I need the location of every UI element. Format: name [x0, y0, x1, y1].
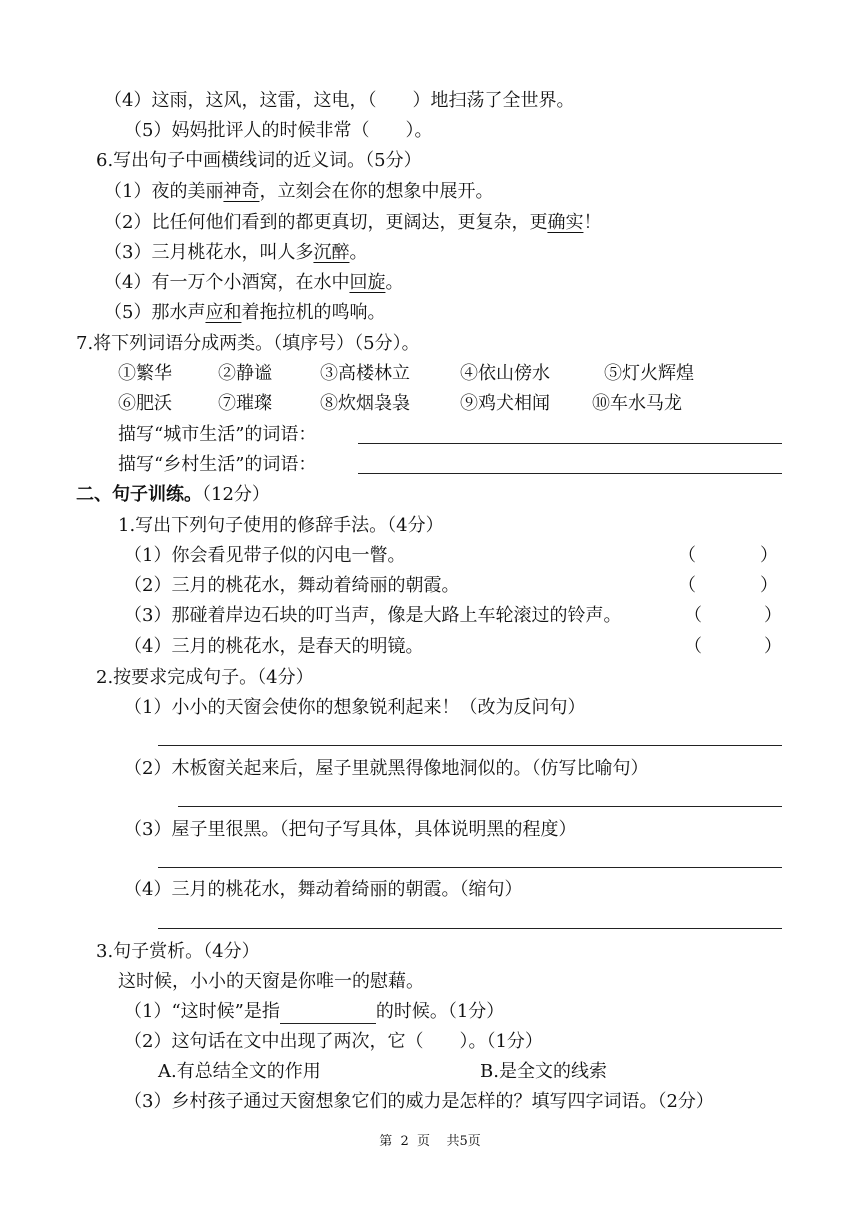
option-a: A.有总结全文的作用 [158, 1061, 321, 1082]
answer-paren-close: ） [764, 605, 782, 626]
word-option: ③高楼林立 [320, 363, 410, 384]
underlined-word: 神奇 [223, 181, 260, 202]
s2-title: 2.按要求完成句子。（4分） [96, 667, 314, 688]
city-words-label: 描写“城市生活”的词语： [118, 424, 317, 445]
word-option: ④依山傍水 [460, 363, 550, 384]
s2-answer-line-3[interactable] [158, 867, 782, 868]
q6-item-1: （1）夜的美丽神奇，立刻会在你的想象中展开。 [104, 181, 494, 202]
word-option: ①繁华 [118, 363, 172, 384]
underlined-word: 确实 [547, 212, 584, 233]
answer-paren-close: ） [764, 636, 782, 657]
s2-answer-line-1[interactable] [158, 745, 782, 746]
underlined-word: 回旋 [349, 272, 386, 293]
s1-item-1: （1）你会看见带子似的闪电一瞥。 [124, 545, 406, 566]
s3-sentence: 这时候，小小的天窗是你唯一的慰藉。 [118, 971, 424, 992]
answer-paren-open: （ [678, 575, 696, 596]
q5-item-5: （5）妈妈批评人的时候非常（ ）。 [124, 120, 433, 141]
underlined-word: 应和 [205, 302, 242, 323]
underlined-word: 沉醉 [313, 242, 350, 263]
q5-item-4: （4）这雨，这风，这雷，这电，（ ）地扫荡了全世界。 [104, 90, 575, 111]
s1-item-3: （3）那碰着岸边石块的叮当声，像是大路上车轮滚过的铃声。 [124, 605, 622, 626]
village-words-label: 描写“乡村生活”的词语： [118, 454, 317, 475]
word-option: ②静谧 [218, 363, 272, 384]
s3-question-2: （2）这句话在文中出现了两次，它（ ）。（1分） [124, 1031, 543, 1052]
word-option: ⑥肥沃 [118, 393, 172, 414]
answer-paren-open: （ [678, 545, 696, 566]
q6-item-4: （4）有一万个小酒窝，在水中回旋。 [104, 272, 404, 293]
word-option: ⑤灯火辉煌 [604, 363, 694, 384]
answer-paren-close: ） [760, 545, 778, 566]
word-option: ⑩车水马龙 [592, 393, 682, 414]
s2-item-3: （3）屋子里很黑。（把句子写具体，具体说明黑的程度） [124, 819, 577, 840]
s2-item-4: （4）三月的桃花水，舞动着绮丽的朝霞。（缩句） [124, 879, 523, 900]
answer-paren-open: （ [684, 636, 702, 657]
answer-paren-open: （ [684, 605, 702, 626]
word-option: ⑨鸡犬相闻 [460, 393, 550, 414]
q6-item-3: （3）三月桃花水，叫人多沉醉。 [104, 242, 368, 263]
s3-question-1: （1）“这时候”是指 的时候。（1分） [124, 1001, 505, 1022]
s3-title: 3.句子赏析。（4分） [96, 941, 260, 962]
s2-answer-line-4[interactable] [158, 928, 782, 929]
s2-answer-line-2[interactable] [178, 806, 782, 807]
s1-title: 1.写出下列句子使用的修辞手法。（4分） [118, 515, 444, 536]
page-footer: 第 2 页 共5页 [379, 1134, 481, 1149]
q6-item-2: （2）比任何他们看到的都更真切，更阔达，更复杂，更确实！ [104, 212, 602, 233]
word-option: ⑧炊烟袅袅 [320, 393, 410, 414]
city-words-answer-line[interactable] [358, 443, 782, 444]
s2-item-2: （2）木板窗关起来后，屋子里就黑得像地洞似的。（仿写比喻句） [124, 758, 649, 779]
option-b: B.是全文的线索 [480, 1061, 607, 1082]
q7-title: 7.将下列词语分成两类。（填序号）（5分）。 [76, 333, 420, 354]
answer-paren-close: ） [760, 575, 778, 596]
fill-blank[interactable] [280, 1005, 376, 1024]
section-2-heading: 二、句子训练。（12分） [76, 484, 270, 505]
s1-item-4: （4）三月的桃花水，是春天的明镜。 [124, 636, 424, 657]
s1-item-2: （2）三月的桃花水，舞动着绮丽的朝霞。 [124, 575, 460, 596]
q6-title: 6.写出句子中画横线词的近义词。（5分） [96, 150, 422, 171]
village-words-answer-line[interactable] [358, 473, 782, 474]
s3-question-3: （3）乡村孩子通过天窗想象它们的威力是怎样的？填写四字词语。（2分） [124, 1091, 714, 1112]
word-option: ⑦璀璨 [218, 393, 272, 414]
q6-item-5: （5）那水声应和着拖拉机的鸣响。 [104, 302, 386, 323]
s2-item-1: （1）小小的天窗会使你的想象锐利起来！（改为反问句） [124, 697, 586, 718]
